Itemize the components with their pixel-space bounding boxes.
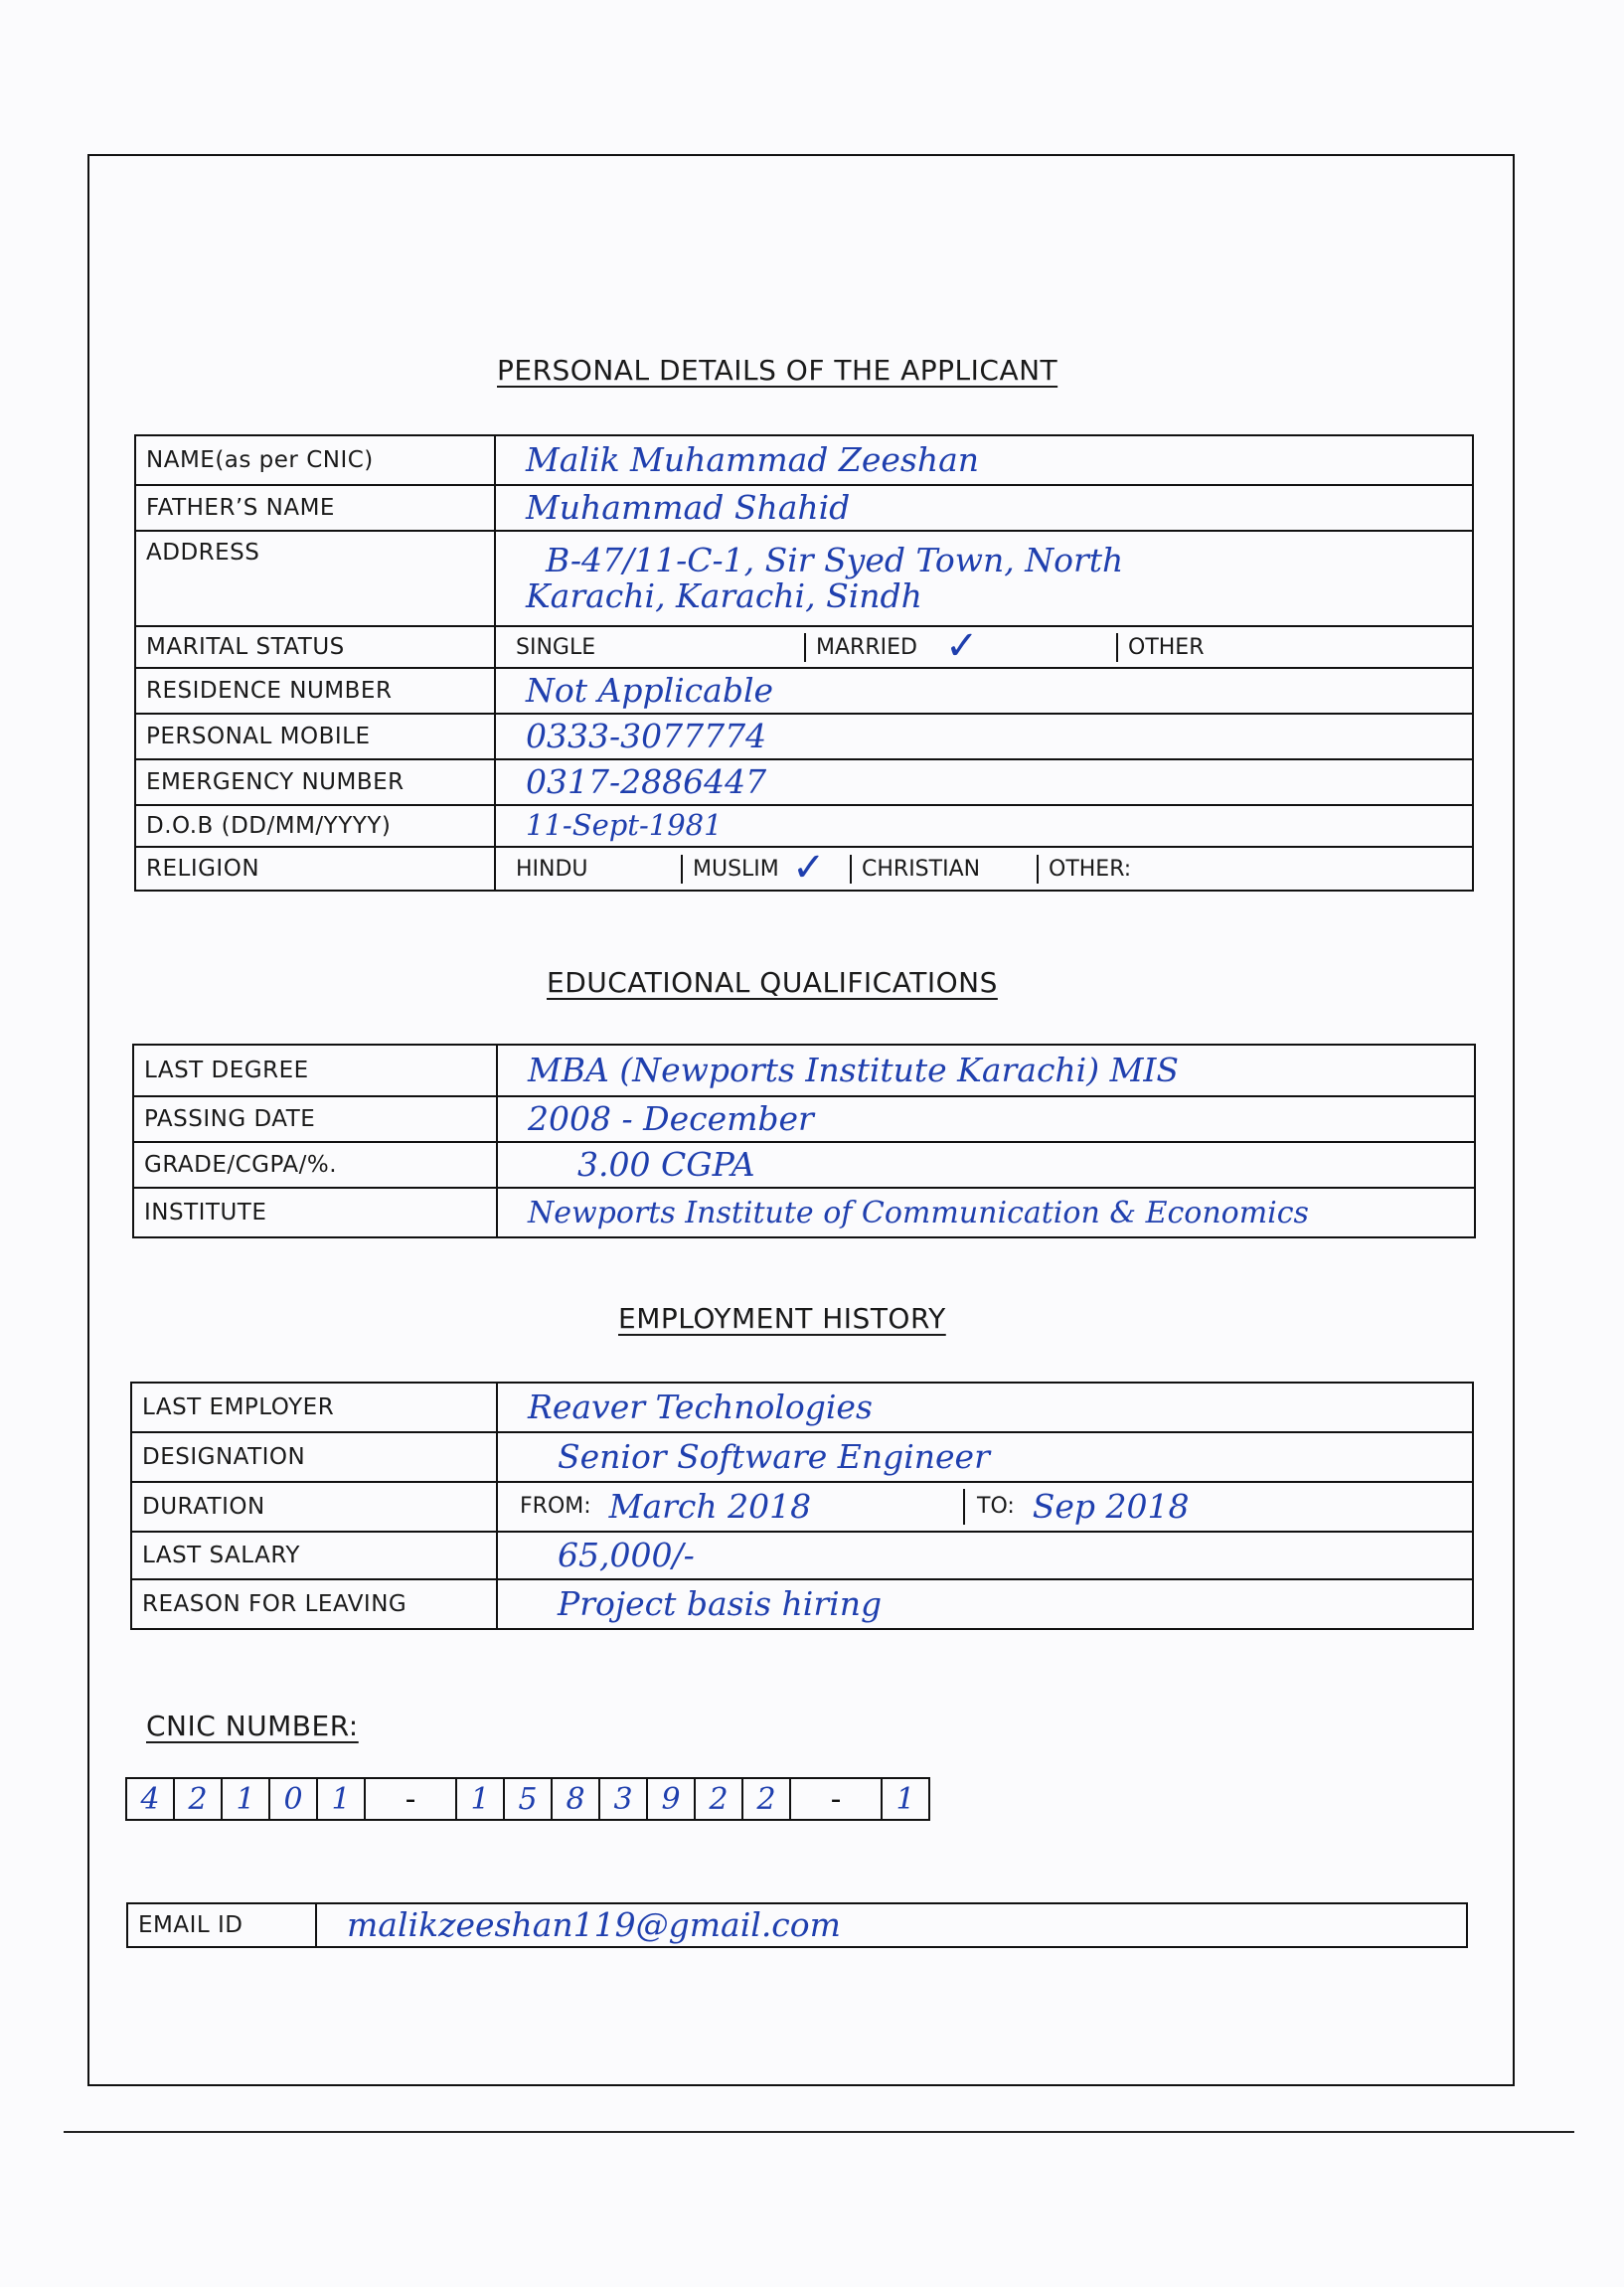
email-row [127,1903,1467,1947]
reason-value[interactable]: Project basis hiring [558,1583,883,1623]
cnic-label: CNIC NUMBER: [146,1710,359,1742]
education-title: EDUCATIONAL QUALIFICATIONS [547,966,998,999]
institute-value[interactable]: Newports Institute of Communication & Economics [528,1195,1309,1230]
duration-row [131,1482,1473,1532]
residence-row [135,668,1473,714]
residence-label: RESIDENCE NUMBER [135,668,495,714]
cnic-digit[interactable]: 0 [268,1777,318,1821]
cnic-digit[interactable]: 1 [455,1777,505,1821]
email-value[interactable]: malikzeeshan119@gmail.com [347,1904,841,1944]
cnic-digit[interactable]: 2 [741,1777,791,1821]
grade-value[interactable]: 3.00 CGPA [577,1144,755,1184]
email-table [126,1902,1468,1948]
cnic-digit[interactable]: 5 [503,1777,553,1821]
reason-row [131,1579,1473,1629]
religion-label: RELIGION [135,847,495,891]
marital-row [135,626,1473,668]
passing-label: PASSING DATE [133,1096,497,1142]
religion-option-muslim-label: MUSLIM [693,856,779,882]
employment-table [130,1382,1474,1630]
muslim-tick-icon: ✓ [792,844,826,891]
salary-row [131,1532,1473,1579]
cnic-digit[interactable]: 4 [125,1777,175,1821]
father-row [135,485,1473,531]
emergency-row [135,759,1473,805]
address-line2[interactable]: Karachi, Karachi, Sindh [526,576,922,615]
email-label: EMAIL ID [127,1903,316,1947]
cnic-digit[interactable]: 1 [316,1777,366,1821]
religion-option-muslim[interactable] [683,844,852,891]
to-label: TO: [977,1494,1015,1520]
personal-details-title: PERSONAL DETAILS OF THE APPLICANT [497,354,1058,387]
marital-option-single[interactable]: SINGLE [506,633,806,662]
emergency-label: EMERGENCY NUMBER [135,759,495,805]
name-label: NAME(as per CNIC) [135,435,495,485]
education-table [132,1044,1476,1238]
cnic-digit[interactable]: 8 [551,1777,600,1821]
institute-row [133,1188,1475,1237]
marital-option-other[interactable]: OTHER [1128,634,1205,660]
cnic-digit[interactable]: 2 [694,1777,743,1821]
address-label: ADDRESS [135,531,495,626]
religion-option-other[interactable]: OTHER: [1049,856,1132,882]
cnic-digit[interactable]: 1 [221,1777,270,1821]
dob-label: D.O.B (DD/MM/YYYY) [135,805,495,847]
residence-value[interactable]: Not Applicable [526,670,774,710]
married-tick-icon: ✓ [945,622,979,669]
degree-label: LAST DEGREE [133,1045,497,1096]
address-line1[interactable]: B-47/11-C-1, Sir Syed Town, North [546,540,1124,579]
duration-label: DURATION [131,1482,497,1532]
employer-value[interactable]: Reaver Technologies [528,1387,873,1426]
employer-label: LAST EMPLOYER [131,1383,497,1432]
from-value[interactable]: March 2018 [608,1486,812,1526]
religion-option-hindu[interactable]: HINDU [506,855,683,884]
employment-title: EMPLOYMENT HISTORY [618,1302,946,1335]
personal-details-table [134,434,1474,892]
dob-value[interactable]: 11-Sept-1981 [526,808,723,843]
marital-option-married-label: MARRIED [816,634,917,660]
cnic-digit[interactable]: 1 [881,1777,930,1821]
designation-value[interactable]: Senior Software Engineer [558,1436,990,1476]
religion-row [135,847,1473,891]
from-label: FROM: [520,1494,591,1520]
degree-row [133,1045,1475,1096]
degree-value[interactable]: MBA (Newports Institute Karachi) MIS [528,1050,1180,1089]
dob-row [135,805,1473,847]
cnic-boxes [127,1777,930,1821]
cnic-digit[interactable]: 9 [646,1777,696,1821]
address-row [135,531,1473,626]
grade-label: GRADE/CGPA/%. [133,1142,497,1188]
passing-value[interactable]: 2008 - December [528,1098,814,1138]
cnic-digit[interactable]: 2 [173,1777,223,1821]
mobile-row [135,714,1473,759]
cnic-separator: - [789,1777,883,1821]
cnic-digit[interactable]: 3 [598,1777,648,1821]
reason-label: REASON FOR LEAVING [131,1579,497,1629]
name-value[interactable]: Malik Muhammad Zeeshan [526,439,980,479]
marital-label: MARITAL STATUS [135,626,495,668]
marital-option-married[interactable] [806,622,1118,669]
institute-label: INSTITUTE [133,1188,497,1237]
father-label: FATHER’S NAME [135,485,495,531]
religion-option-christian[interactable]: CHRISTIAN [852,855,1039,884]
employer-row [131,1383,1473,1432]
father-value[interactable]: Muhammad Shahid [526,487,851,527]
duration-to [965,1486,1190,1526]
designation-row [131,1432,1473,1482]
salary-value[interactable]: 65,000/- [558,1535,695,1574]
to-value[interactable]: Sep 2018 [1032,1486,1190,1526]
bottom-rule [64,2131,1574,2133]
mobile-label: PERSONAL MOBILE [135,714,495,759]
duration-from [508,1486,965,1526]
cnic-separator: - [364,1777,457,1821]
name-row [135,435,1473,485]
salary-label: LAST SALARY [131,1532,497,1579]
emergency-value[interactable]: 0317-2886447 [526,761,767,801]
grade-row [133,1142,1475,1188]
passing-row [133,1096,1475,1142]
mobile-value[interactable]: 0333-3077774 [526,716,767,755]
designation-label: DESIGNATION [131,1432,497,1482]
